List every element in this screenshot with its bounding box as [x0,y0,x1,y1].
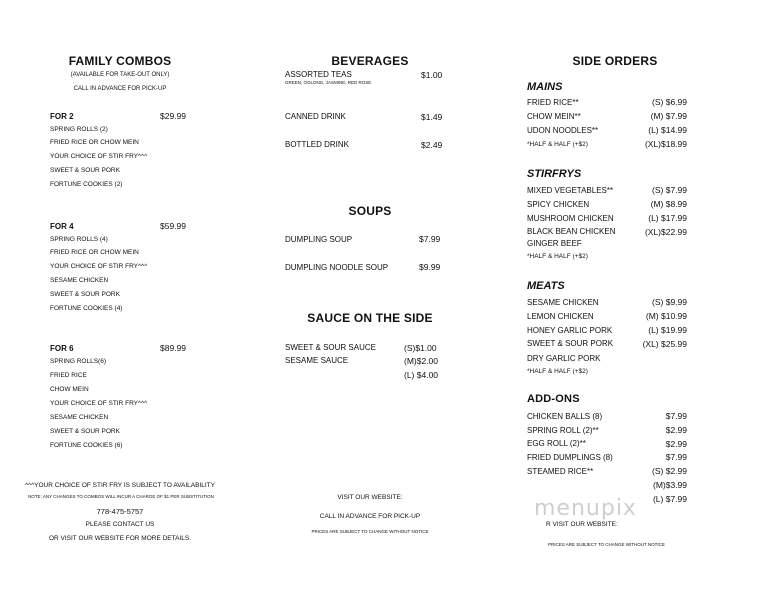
mains-item: *HALF & HALF (+$2) [527,141,588,148]
meat-item: DRY GARLIC PORK [527,354,601,363]
beverage-name: ASSORTED TEAS [285,70,352,79]
meat-price: (XL) $25.99 [642,339,687,349]
meat-item: SESAME CHICKEN [527,298,599,307]
stirfry-item: MUSHROOM CHICKEN [527,214,614,223]
sauce-name: SWEET & SOUR SAUCE [285,343,376,352]
addon-price: $7.99 [665,452,687,462]
addons-heading: ADD-ONS [527,393,580,405]
mains-price: (M) $7.99 [650,111,687,121]
for4-item: FRIED RICE OR CHOW MEIN [50,249,139,256]
beverage-price: $2.49 [421,140,443,150]
stirfry-item: SPICY CHICKEN [527,200,590,209]
sauce-price: (S)$1.00 [404,343,437,353]
addon-item: EGG ROLL (2)** [527,439,586,448]
for6-item: YOUR CHOICE OF STIR FRY^^^ [50,400,148,407]
for6-item: SWEET & SOUR PORK [50,428,120,435]
mains-item: CHOW MEIN** [527,112,581,121]
meat-item: *HALF & HALF (+$2) [527,368,588,375]
for4-price: $59.99 [160,221,186,231]
for6-item: SPRING ROLLS(6) [50,358,106,365]
stirfry-item: GINGER BEEF [527,239,582,248]
soups-title: SOUPS [348,204,392,218]
addon-item: CHICKEN BALLS (8) [527,412,603,421]
addon-item: SPRING ROLL (2)** [527,426,599,435]
substitution-note: NOTE: ANY CHANGES TO COMBOS WILL INCUR A CHARGE OF $1 PER SUBSTITUTION [28,494,214,499]
beverage-desc: GREEN, OOLONG, JASMINE, RED ROSE [285,80,372,85]
addon-price: (L) $7.99 [652,494,687,504]
addon-price: $2.99 [665,425,687,435]
stirfrys-heading: STIRFRYS [527,168,582,180]
soup-name: DUMPLING SOUP [285,235,353,244]
for6-item: FRIED RICE [50,372,87,379]
for6-item: SESAME CHICKEN [50,414,109,421]
for2-item: FORTUNE COOKIES (2) [50,181,123,188]
for2-item: SPRING ROLLS (2) [50,126,108,133]
beverage-name: BOTTLED DRINK [285,140,350,149]
stirfry-price: (M) $8.99 [650,199,687,209]
menupix-watermark: menupix [534,496,637,521]
soup-price: $9.99 [419,262,441,272]
stirfry-item: MIXED VEGETABLES** [527,186,614,195]
side-orders-title: SIDE ORDERS [572,54,658,68]
for4-item: SPRING ROLLS (4) [50,236,108,243]
for4-item: SESAME CHICKEN [50,277,109,284]
addon-price: (M)$3.99 [652,480,687,490]
for6-item: CHOW MEIN [50,386,89,393]
for2-item: FRIED RICE OR CHOW MEIN [50,139,139,146]
beverage-name: CANNED DRINK [285,112,346,121]
mains-price: (L) $14.99 [648,125,687,135]
beverage-price: $1.00 [421,70,443,80]
sauce-price: (L) $4.00 [404,370,439,380]
beverage-price: $1.49 [421,112,443,122]
stirfry-price: (XL)$22.99 [644,227,687,237]
meat-price: (M) $10.99 [645,311,687,321]
for6-label: FOR 6 [50,344,74,353]
meat-item: HONEY GARLIC PORK [527,326,613,335]
for4-item: YOUR CHOICE OF STIR FRY^^^ [50,263,148,270]
sauce-price: (M)$2.00 [404,356,439,366]
stirfry-price: (S) $7.99 [652,185,687,195]
beverages-title: BEVERAGES [331,54,409,68]
mains-item: UDON NOODLES** [527,126,599,135]
for6-item: FORTUNE COOKIES (6) [50,442,123,449]
addon-price: $7.99 [665,411,687,421]
visit-website: VISIT OUR WEBSITE: [337,494,403,501]
family-combos-title: FAMILY COMBOS [68,54,172,68]
availability-note: ^^^YOUR CHOICE OF STIR FRY IS SUBJECT TO AVAILABILITY [25,482,215,489]
mains-item: FRIED RICE** [527,98,579,107]
sauce-title: SAUCE ON THE SIDE [307,311,433,325]
meat-price: (L) $19.99 [648,325,687,335]
meat-price: (S) $9.99 [652,297,687,307]
for2-price: $29.99 [160,111,186,121]
visit-website-right: R VISIT OUR WEBSITE: [546,521,618,528]
sauce-name: SESAME SAUCE [285,356,349,365]
call-advance-note: CALL IN ADVANCE FOR PICK-UP [73,86,167,92]
takeout-note: (AVAILABLE FOR TAKE-OUT ONLY) [70,72,170,78]
phone-number: 778-475-5757 [96,507,144,516]
for6-price: $89.99 [160,343,186,353]
stirfry-item: *HALF & HALF (+$2) [527,253,588,260]
stirfry-price: (L) $17.99 [648,213,687,223]
for4-item: SWEET & SOUR PORK [50,291,120,298]
prices-note: PRICES ARE SUBJECT TO CHANGE WITHOUT NOTICE [311,529,429,534]
addon-item: FRIED DUMPLINGS (8) [527,453,613,462]
for2-label: FOR 2 [50,112,74,121]
prices-note-right: PRICES ARE SUBJECT TO CHANGE WITHOUT NOTICE [548,542,665,547]
addon-price: (S) $2.99 [652,466,687,476]
mains-price: (XL)$18.99 [644,139,687,149]
stirfry-item: BLACK BEAN CHICKEN [527,227,616,236]
soup-name: DUMPLING NOODLE SOUP [285,263,389,272]
contact-note: PLEASE CONTACT US [85,521,155,528]
for2-item: SWEET & SOUR PORK [50,167,120,174]
for2-item: YOUR CHOICE OF STIR FRY^^^ [50,153,148,160]
addon-price: $2.99 [665,439,687,449]
meat-item: SWEET & SOUR PORK [527,339,614,348]
call-advance: CALL IN ADVANCE FOR PICK-UP [319,513,421,520]
for4-item: FORTUNE COOKIES (4) [50,305,123,312]
meat-item: LEMON CHICKEN [527,312,594,321]
meats-heading: MEATS [527,280,565,292]
mains-price: (S) $6.99 [652,97,687,107]
for4-label: FOR 4 [50,222,74,231]
mains-heading: MAINS [527,81,563,93]
addon-item: STEAMED RICE** [527,467,594,476]
soup-price: $7.99 [419,234,441,244]
website-note: OR VISIT OUR WEBSITE FOR MORE DETAILS. [48,535,192,542]
